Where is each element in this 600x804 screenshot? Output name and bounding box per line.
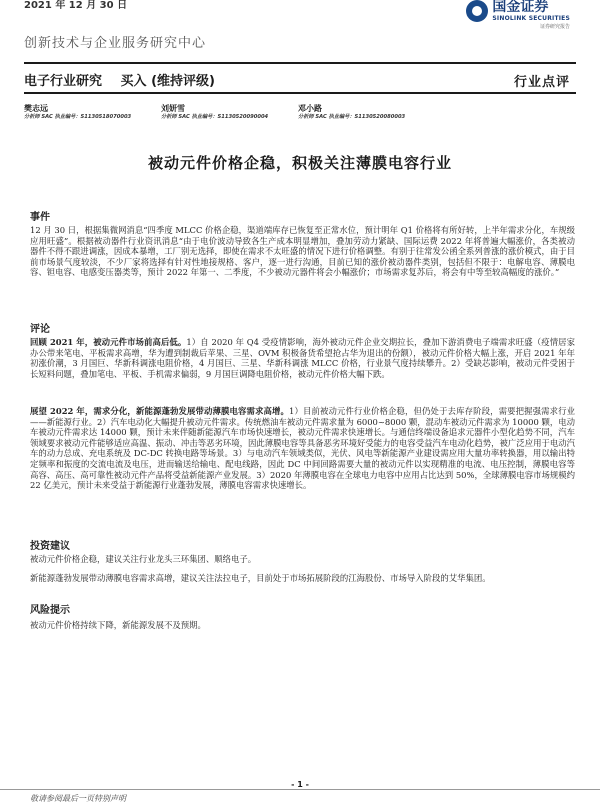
logo-name-en: SINOLINK SECURITIES bbox=[492, 15, 570, 22]
industry-label: 电子行业研究 bbox=[24, 74, 103, 89]
section-heading-invest: 投资建议 bbox=[30, 541, 70, 552]
invest-paragraph-2: 新能源蓬勃发展带动薄膜电容需求高增，建议关注法拉电子，目前处于市场拓展阶段的江海股份、市场导入阶段的艾华集团。 bbox=[30, 573, 491, 583]
logo-icon bbox=[466, 0, 488, 22]
footer-divider bbox=[0, 789, 600, 790]
analyst-cert: 分析师 SAC 执业编号：S1130520080003 bbox=[298, 114, 406, 120]
logo-subtitle: 证券研究报告 bbox=[539, 24, 570, 30]
review-paragraph bbox=[30, 337, 575, 379]
company-logo bbox=[466, 0, 570, 30]
research-center-tagline: 创新技术与企业服务研究中心 bbox=[24, 36, 207, 51]
analyst-item bbox=[24, 103, 131, 122]
outlook-paragraph bbox=[30, 406, 575, 491]
report-date: 2021 年 12 月 30 日 bbox=[24, 0, 128, 11]
analyst-cert: 分析师 SAC 执业编号：S1130520090004 bbox=[161, 114, 269, 120]
analyst-item bbox=[298, 103, 405, 122]
header-divider bbox=[24, 62, 576, 64]
risk-paragraph: 被动元件价格持续下降，新能源发展不及预期。 bbox=[30, 620, 206, 630]
industry-rating-line bbox=[24, 70, 229, 89]
report-title: 被动元件价格企稳，积极关注薄膜电容行业 bbox=[147, 154, 452, 172]
outlook-body: 1）目前被动元件行业价格企稳，但仍处于去库存阶段，需要把握强需求行业——新能源行业。2）汽车电动化大幅提升被动元件需求。传统燃油车被动元件需求量为 6000~8000 颗，混动车被动元件需求为 10000 颗，电动车被动元件需求达 14000 颗，预计未来伴随新能源汽车市场快速增长，被动元件需求快速增长。与通信终端设备追求元器件小型化趋势不同，汽车领域要求被动元件能够适应高温、振动、冲击等恶劣环境，因此薄膜电容等具备恶劣环境好受能力的电容受益汽车电动化趋势，被广泛应用于电动汽车的动力总成、充电系统及 DC-DC 转换电路等场景。3）与电动汽车领域类似，光伏、风电等新能源产业建设需应用大量功率转换器，用以输出特定频率和振度的交流电流及电压，进而输送给输电、配电线路，因此 DC 中间回路需要大量的被动元件以实现精准的电流、电压控制，薄膜电容等高容、高压、高可靠性被动元件产品将受益新能源产业发展。3）2020 年薄膜电容在全球电力电容中应用占比达到 50%，全球薄膜电容市场规模约 22 亿美元，预计未来受益于新能源行业蓬勃发展，薄膜电容需求快速增长。 bbox=[30, 406, 576, 491]
logo-name-cn: 国金证券 bbox=[492, 0, 549, 15]
section-heading-comment: 评论 bbox=[30, 324, 50, 335]
outlook-lead: 展望 2022 年，需求分化，新能源蓬勃发展带动薄膜电容需求高增。 bbox=[30, 406, 290, 416]
report-type: 行业点评 bbox=[513, 75, 570, 90]
analyst-name: 邓小路 bbox=[298, 103, 322, 113]
rating-label: 买入 (维持评级) bbox=[120, 74, 215, 89]
analyst-list bbox=[24, 103, 564, 127]
section-heading-event: 事件 bbox=[30, 212, 50, 223]
footer-disclaimer: 敬请参阅最后一页特别声明 bbox=[30, 794, 126, 803]
analyst-cert: 分析师 SAC 执业编号：S1130518070003 bbox=[24, 114, 132, 120]
review-body: 1）自 2020 年 Q4 受疫情影响，海外被动元件企业交期拉长，叠加下游消费电子端需求旺盛（疫情居家办公带来笔电、平板需求高增，华为遭到制裁后苹果、三星、OVM 积极备货希望抢占华为退出的份额），被动元件价格大幅上涨，开启 2021 年年初涨价潮，3 月国巨、华新科调涨电阻价格，4 月国巨、三星、华新科调涨 MLCC 价格，行业景气度持续攀升。2）受缺芯影响，被动元件受困于长短料问题，叠加笔电、平板、手机需求偏弱，9 月国巨调降电阻价格，被动元件价格大幅下跌。 bbox=[30, 337, 576, 379]
event-paragraph: 12 月 30 日，根据集微网消息“四季度 MLCC 价格企稳，渠道端库存已恢复至正常水位，预计明年 Q1 价格将有所好转，上半年需求分化，车规级应用旺盛”。根据被动器件行业资讯消息“由于电价波动导致各生产成本明显增加，叠加劳动力紧缺、国际运费 2022 年将普遍大幅涨价，各类被动器件不得不跟进调涨，因成本暴增，工厂别无选择，即使在需求不太旺盛的情况下进行价格调整。有别于往常发公函全系列普涨的涨价模式，由于目前市场景气度较淡，不少厂家将选择有针对性地接规格、客户，逐一进行沟通，目前已知的涨价被动器件类别，包括但不限于：电解电容、薄膜电容、钽电容、电感变压器类等，预计 2022 年第一、二季度，不少被动元器件将会小幅涨价；市场需求复苏后，将会有中等至较高幅度的涨价。” bbox=[30, 225, 575, 278]
review-lead: 回顾 2021 年，被动元件市场前高后低。 bbox=[30, 337, 187, 347]
analyst-item bbox=[161, 103, 268, 122]
analyst-name: 刘妍雪 bbox=[161, 103, 185, 113]
section-heading-risk: 风险提示 bbox=[30, 605, 70, 616]
page-number: - 1 - bbox=[291, 780, 309, 789]
subheader-divider bbox=[24, 92, 576, 94]
analyst-name: 樊志远 bbox=[24, 103, 48, 113]
invest-paragraph-1: 被动元件价格企稳，建议关注行业龙头三环集团、顺络电子。 bbox=[30, 554, 257, 564]
